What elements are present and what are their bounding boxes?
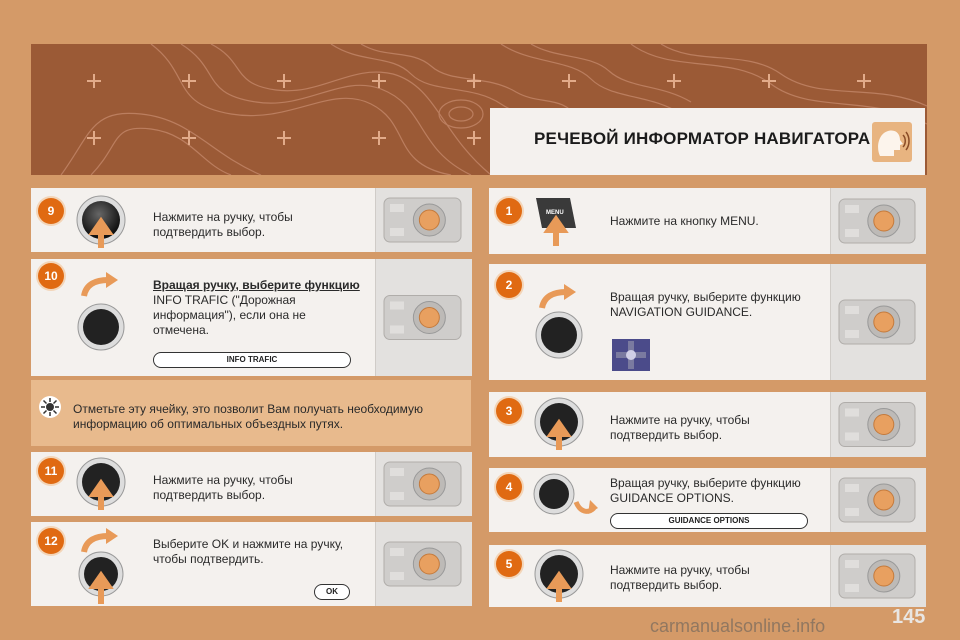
step-number: 11 <box>38 458 64 484</box>
step-text: Выберите OK и нажмите на ручку, чтобы подтвердить. <box>153 537 344 566</box>
step-text: Нажмите на ручку, чтобы подтвердить выбор. <box>153 210 293 239</box>
step-text: Нажмите на ручку, чтобы подтвердить выбор. <box>610 563 750 592</box>
step-number: 2 <box>496 272 522 298</box>
rotate-knob-icon <box>532 472 598 525</box>
press-knob-icon <box>532 548 586 609</box>
radio-panel-image <box>375 522 472 606</box>
radio-panel-image <box>375 452 472 516</box>
rotate-knob-icon <box>534 310 584 365</box>
step-text: INFO TRAFIC ("Дорожная информация"), если она не отмечена. <box>153 293 306 337</box>
step-text: Нажмите на ручку, чтобы подтвердить выбор. <box>610 413 750 442</box>
rotate-arrow-icon <box>80 272 120 303</box>
step-number: 4 <box>496 474 522 500</box>
menu-button-label: MENU <box>546 210 564 216</box>
step-number: 1 <box>496 198 522 224</box>
step-number: 10 <box>38 263 64 289</box>
press-knob-icon <box>74 456 128 517</box>
guidance-options-option[interactable]: GUIDANCE OPTIONS <box>610 513 808 529</box>
radio-panel-image <box>375 188 472 252</box>
step-number: 9 <box>38 198 64 224</box>
watermark: carmanualsonline.info <box>650 616 826 636</box>
page-title: РЕЧЕВОЙ ИНФОРМАТОР НАВИГАТОРА <box>534 129 871 148</box>
step-number: 12 <box>38 528 64 554</box>
radio-panel-image <box>375 259 472 376</box>
info-trafic-option[interactable]: INFO TRAFIC <box>153 352 351 368</box>
tip-sun-icon <box>38 395 62 424</box>
menu-button-icon <box>534 196 578 251</box>
press-knob-icon <box>74 550 128 609</box>
step-text-bold: Вращая ручку, выберите функцию <box>153 278 360 292</box>
navigation-icon <box>612 339 650 371</box>
step-number: 5 <box>496 551 522 577</box>
page-number: 145 <box>892 606 926 628</box>
ok-option[interactable]: OK <box>314 584 350 600</box>
radio-panel-image <box>830 264 926 380</box>
radio-panel-image <box>830 468 926 532</box>
press-knob-icon <box>532 396 586 457</box>
tip-text: Отметьте эту ячейку, это позволит Вам получать необходимую информацию об оптимальных объездных путях. <box>73 402 424 431</box>
step-text: Вращая ручку, выберите функцию NAVIGATION GUIDANCE. <box>610 290 801 319</box>
step-number: 3 <box>496 398 522 424</box>
step-text: Нажмите на ручку, чтобы подтвердить выбор. <box>153 473 293 502</box>
rotate-knob-icon <box>76 302 126 357</box>
radio-panel-image <box>830 545 926 607</box>
step-text: Нажмите на кнопку MENU. <box>610 214 759 228</box>
radio-panel-image <box>830 392 926 457</box>
radio-panel-image <box>830 188 926 254</box>
press-knob-icon <box>74 194 128 255</box>
speech-icon <box>872 122 912 162</box>
step-text: Вращая ручку, выберите функцию GUIDANCE OPTIONS. <box>610 476 801 505</box>
